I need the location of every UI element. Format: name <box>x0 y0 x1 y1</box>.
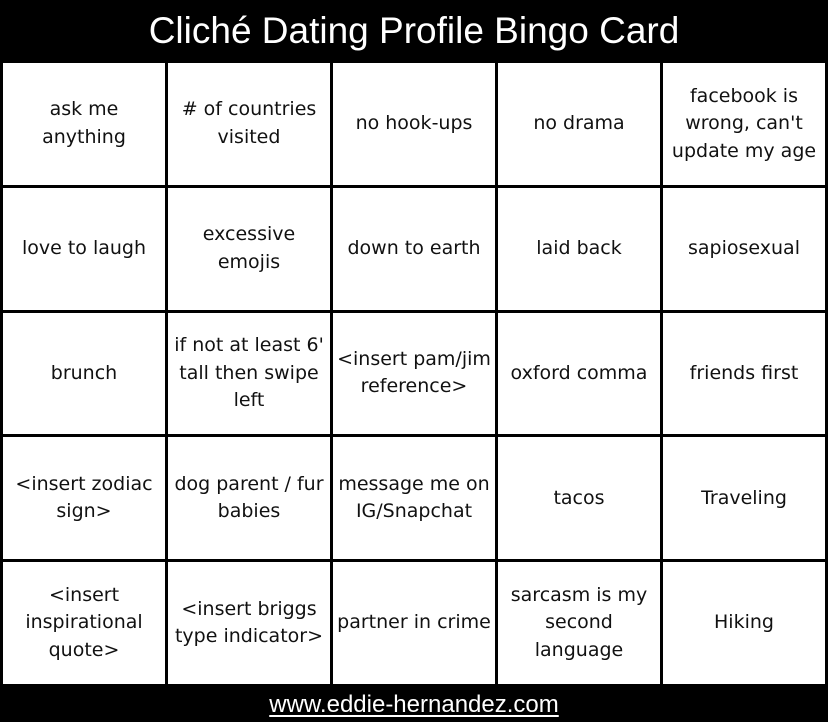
bingo-cell-r3c5: friends first <box>663 313 825 435</box>
card-footer <box>0 687 828 722</box>
bingo-cell-r5c3: partner in crime <box>333 562 495 684</box>
bingo-cell-r3c1: brunch <box>3 313 165 435</box>
bingo-cell-r2c2: excessive emojis <box>168 188 330 310</box>
bingo-cell-r5c2: <insert briggs type indicator> <box>168 562 330 684</box>
bingo-cell-r1c2: # of countries visited <box>168 63 330 185</box>
bingo-cell-r4c1: <insert zodiac sign> <box>3 437 165 559</box>
bingo-cell-r4c5: Traveling <box>663 437 825 559</box>
bingo-cell-r1c5: facebook is wrong, can't update my age <box>663 63 825 185</box>
bingo-cell-r5c4: sarcasm is my second language <box>498 562 660 684</box>
bingo-cell-r2c5: sapiosexual <box>663 188 825 310</box>
bingo-cell-r1c1: ask me anything <box>3 63 165 185</box>
bingo-cell-r3c4: oxford comma <box>498 313 660 435</box>
bingo-cell-r5c5: Hiking <box>663 562 825 684</box>
bingo-cell-r5c1: <insert inspirational quote> <box>3 562 165 684</box>
bingo-cell-r4c2: dog parent / fur babies <box>168 437 330 559</box>
bingo-cell-r3c3: <insert pam/jim reference> <box>333 313 495 435</box>
bingo-grid <box>0 60 828 687</box>
bingo-cell-r2c1: love to laugh <box>3 188 165 310</box>
bingo-cell-r4c3: message me on IG/Snapchat <box>333 437 495 559</box>
bingo-cell-r1c3: no hook-ups <box>333 63 495 185</box>
website-link[interactable]: www.eddie-hernandez.com <box>269 690 559 718</box>
bingo-cell-r1c4: no drama <box>498 63 660 185</box>
card-title: Cliché Dating Profile Bingo Card <box>148 9 680 51</box>
bingo-cell-r2c3: down to earth <box>333 188 495 310</box>
bingo-cell-r3c2: if not at least 6' tall then swipe left <box>168 313 330 435</box>
bingo-cell-r4c4: tacos <box>498 437 660 559</box>
bingo-cell-r2c4: laid back <box>498 188 660 310</box>
